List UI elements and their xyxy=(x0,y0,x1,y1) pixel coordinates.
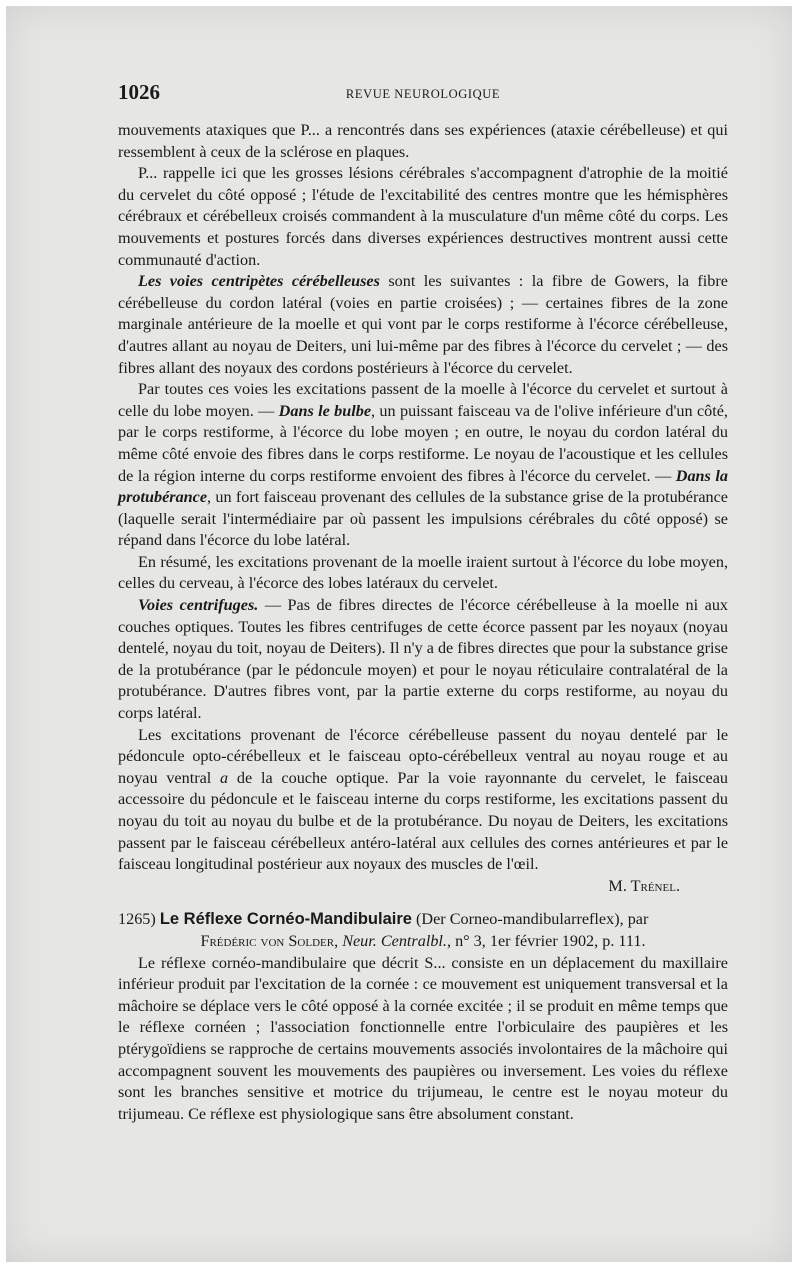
running-head: REVUE NEUROLOGIQUE xyxy=(345,87,501,101)
article-body: Le réflexe cornéo-mandibulaire que décrit S... consiste en un déplacement du maxillaire inférieur produit par l'excitation de la cornée : ce mouvement est uniquement transversal et la mâchoire se déplace vers le côté opposé à la cornée excitée ; il se produit en même temps que le réflexe cornéen ; l'association fonctionnelle entre l'orbiculaire des paupières et les ptérygoïdiens se rapproche de certains mouvements associés involontaires de la mâchoire qui accompagnent souvent les mouvements des paupières ou inversement. Les voies du réflexe sont les branches sensitive et motrice du trijumeau, le centre est le noyau moteur du trijumeau. Ce réflexe est physiologique sans être absolument constant. xyxy=(118,953,728,1123)
article-citation: Frédéric von Solder, Neur. Centralbl., n° 3, 1er février 1902, p. 111. xyxy=(200,931,646,950)
citation-detail: , n° 3, 1er février 1902, p. 111. xyxy=(446,931,646,950)
article-subtitle: (Der Corneo-mandibularreflex), par xyxy=(411,910,649,929)
article-title: Le Réflexe Cornéo-Mandibulaire xyxy=(159,910,412,929)
bulbe-heading: Dans le bulbe xyxy=(278,401,372,420)
article-number: 1265) xyxy=(118,910,156,929)
centrifugal-heading: Voies centrifuges. xyxy=(138,596,259,615)
paragraph-summary: En résumé, les excitations provenant de la moelle iraient surtout à l'écorce du lobe moyen, celles du cerveau, à l'écorce des lobes latéraux du cervelet. xyxy=(118,552,728,593)
excitations-text-c: , un fort faisceau provenant des cellules de la substance grise de la protubérance (laquelle serait l'intermédiaire par où passent les impulsions cérébrales du côté opposé) se répand dans l'écorce du lobe latéral. xyxy=(118,488,728,550)
author-signature: M. Trénel. xyxy=(608,876,680,895)
excitations-text-a: Par toutes ces voies les excitations passent de la moelle à l'écorce du cervelet et surtout à celle du lobe moyen. — xyxy=(118,380,728,420)
paragraph-cortex-excitations xyxy=(118,725,728,876)
cortex-text-a: Les excitations provenant de l'écorce cérébelleuse passent du noyau dentelé par le pédoncule opto-cérébelleux et le faisceau opto-cérébelleux ventral au noyau rouge et au noyau ventral xyxy=(118,725,728,787)
centripetal-text: sont les suivantes : la fibre de Gowers, la fibre cérébelleuse du cordon latéral (voies en partie croisées) ; — certaines fibres de la zone marginale antérieure de la moelle et qui vont par le corps restiforme à l'écorce cérébelleuse, d'autres allant au noyau de Deiters, uni lui-même par des fibres à l'écorce du cervelet ; — des fibres allant des noyaux des cordons postérieurs à l'écorce du cervelet. xyxy=(118,272,728,377)
paragraph-centripetal xyxy=(118,271,728,379)
page-number: 1026 xyxy=(118,80,160,104)
citation-journal: Neur. Centralbl. xyxy=(342,931,447,950)
protuberance-heading: Dans la protubérance xyxy=(118,466,728,507)
signature-line xyxy=(118,876,728,898)
centrifugal-text: — Pas de fibres directes de l'écorce cérébelleuse à la moelle ni aux couches optiques. Toutes les fibres centrifuges de cette écorce passent par les noyaux (noyau dentelé, noyau du toit, noyau de Deiters). Il n'y a de fibres directes que pour la substance grise de la protubérance (par le pédoncule moyen) et pour le noyau réticulaire contralatéral de la protubérance. D'autres fibres vont, par la partie externe du corps restiforme, au noyau du corps latéral. xyxy=(118,596,729,723)
article-heading xyxy=(118,909,728,931)
citation-author: Frédéric von Solder xyxy=(200,931,335,950)
paragraph-continuation: mouvements ataxiques que P... a rencontrés dans ses expériences (ataxie cérébelleuse) et qui ressemblent à ceux de la sclérose en plaques. xyxy=(118,121,728,161)
cortex-text-b: de la couche optique. Par la voie rayonnante du cervelet, le faisceau accessoire du pédoncule et le faisceau interne du corps restiforme, les excitations passent du noyau du toit au noyau du bulbe et de la protubérance. Du noyau de Deiters, les excitations passent par le faisceau cérébelleux antéro-latéral aux cellules des cornes antérieures et par le faisceau longitudinal postérieur aux noyaux des muscles de l'œil. xyxy=(118,768,728,874)
paragraph-atrophy: P... rappelle ici que les grosses lésions cérébrales s'accompagnent d'atrophie de la moitié du cervelet du côté opposé ; l'étude de l'excitabilité des centres montre que les hémisphères cérébraux et cérébelleux croisés commandent à la musculature d'un même côté du corps. Les mouvements et postures forcés dans diverses expériences destructives montrent aussi cette communauté d'action. xyxy=(118,164,728,269)
cortex-italic-a: a xyxy=(220,768,229,787)
paragraph-excitations xyxy=(118,379,728,552)
body-text xyxy=(118,120,728,1125)
page-header xyxy=(118,80,728,106)
scanned-page xyxy=(6,6,792,1262)
paragraph-centrifugal xyxy=(118,595,728,725)
centripetal-heading: Les voies centripètes cérébelleuses xyxy=(138,272,380,291)
excitations-text-b: , un puissant faisceau va de l'olive inférieure d'un côté, par le corps restiforme, à l'écorce du lobe moyen ; en outre, le noyau du cordon latéral du même côté envoie des fibres dans le corps restiforme. Le noyau de l'acoustique et les cellules de la région interne du corps restiforme envoient des fibres à l'écorce du cervelet. — xyxy=(118,401,728,485)
